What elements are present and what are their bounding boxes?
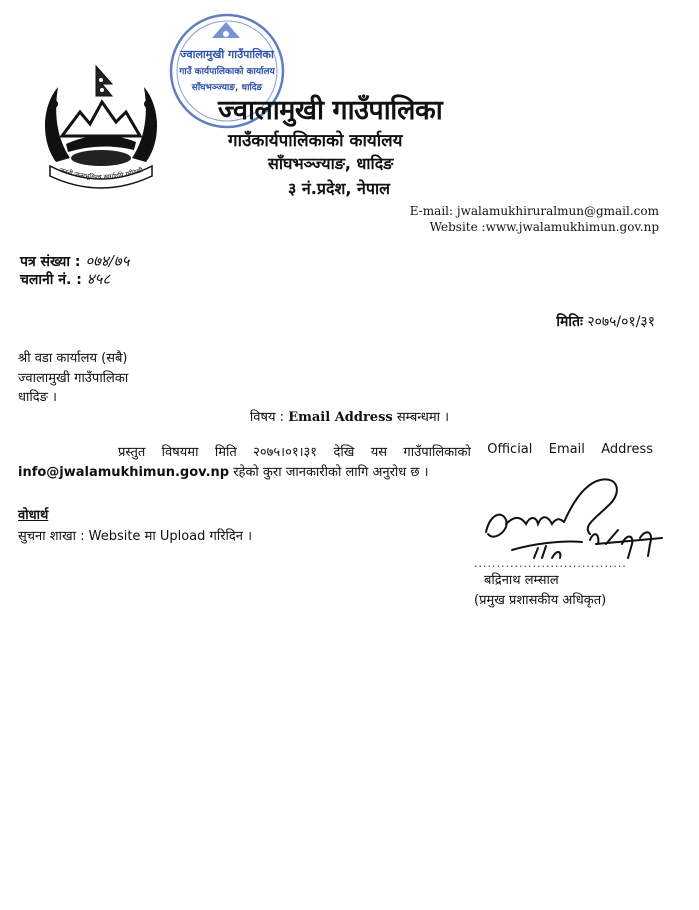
subject-label: विषय :	[249, 410, 285, 425]
subject-rest: सम्बन्धमा ।	[396, 410, 450, 425]
body-word: देखि	[333, 445, 355, 460]
letter-subject	[0, 407, 699, 425]
emblem-banner-text: जननी जन्मभूमिश्च स्वर्गादपि गरीयसी	[58, 166, 144, 182]
letter-number-value: ०७४/७५	[85, 252, 130, 270]
emblem-mountains	[62, 102, 140, 136]
contact-website: Website :www.jwalamukhimun.gov.np	[429, 220, 659, 234]
body-word: यस	[370, 445, 388, 460]
signatory-title: (प्रमुख प्रशासकीय अधिकृत)	[474, 593, 607, 608]
signatory-name: बद्रिनाथ लम्साल	[484, 573, 559, 588]
dispatch-number-label: चलानी नं. :	[20, 272, 82, 288]
nepal-emblem-logo	[36, 62, 166, 192]
body-word: मिति	[214, 445, 237, 460]
emblem-globe	[71, 150, 131, 166]
letter-number-label: पत्र संख्या :	[20, 254, 81, 270]
emblem-map	[66, 135, 136, 152]
body-word: प्रस्तुत	[118, 445, 146, 460]
stamp-line-3: साँघभञ्ज्याङ, धादिङ	[191, 83, 263, 93]
subject-english: Email Address	[288, 410, 393, 425]
recipient-line-3: धादिङ ।	[18, 390, 57, 405]
office-province: ३ नं.प्रदेश, नेपाल	[288, 179, 390, 198]
cc-item: सुचना शाखा : Website मा Upload गरिदिन ।	[18, 529, 253, 544]
body-line-1	[118, 442, 653, 460]
stamp-line-1: ज्वालामुखी गाउँपालिका	[180, 48, 274, 61]
body-word: विषयमा	[161, 445, 199, 460]
cc-heading: वोधार्थ	[18, 508, 49, 523]
emblem-flag	[96, 66, 112, 96]
dispatch-number	[20, 269, 110, 289]
signature-dotted-line: ..................................	[474, 557, 627, 570]
dispatch-number-value: ४५८	[86, 270, 111, 288]
contact-email: E-mail: jwalamukhiruralmun@gmail.com	[409, 204, 659, 218]
recipient-line-2: ज्वालामुखी गाउँपालिका	[18, 371, 129, 386]
official-email: info@jwalamukhimun.gov.np	[18, 465, 230, 480]
letter-number	[20, 251, 129, 271]
body-word: Official	[487, 442, 533, 457]
date-label: मितिः	[556, 314, 583, 330]
body-word: २०७५।०१।३१	[253, 445, 318, 460]
office-location: साँघभञ्ज्याङ, धादिङ	[268, 154, 394, 173]
org-name-title: ज्वालामुखी गाउँपालिका	[218, 95, 443, 126]
body-line-2-rest: रहेको कुरा जानकारीको लागि अनुरोध छ ।	[233, 465, 429, 480]
letter-date	[556, 312, 655, 331]
recipient-line-1: श्री वडा कार्यालय (सबै)	[18, 351, 128, 366]
body-word: गाउँपालिकाको	[403, 445, 471, 460]
body-word: Address	[601, 442, 653, 457]
office-name: गाउँकार्यपालिकाको कार्यालय	[228, 131, 403, 151]
date-value: २०७५/०१/३१	[587, 314, 655, 330]
stamp-emblem-icon	[212, 22, 240, 38]
body-word: Email	[548, 442, 585, 457]
stamp-line-2: गाउँ कार्यपालिकाको कार्यालय	[179, 67, 275, 77]
body-line-2	[18, 462, 429, 480]
